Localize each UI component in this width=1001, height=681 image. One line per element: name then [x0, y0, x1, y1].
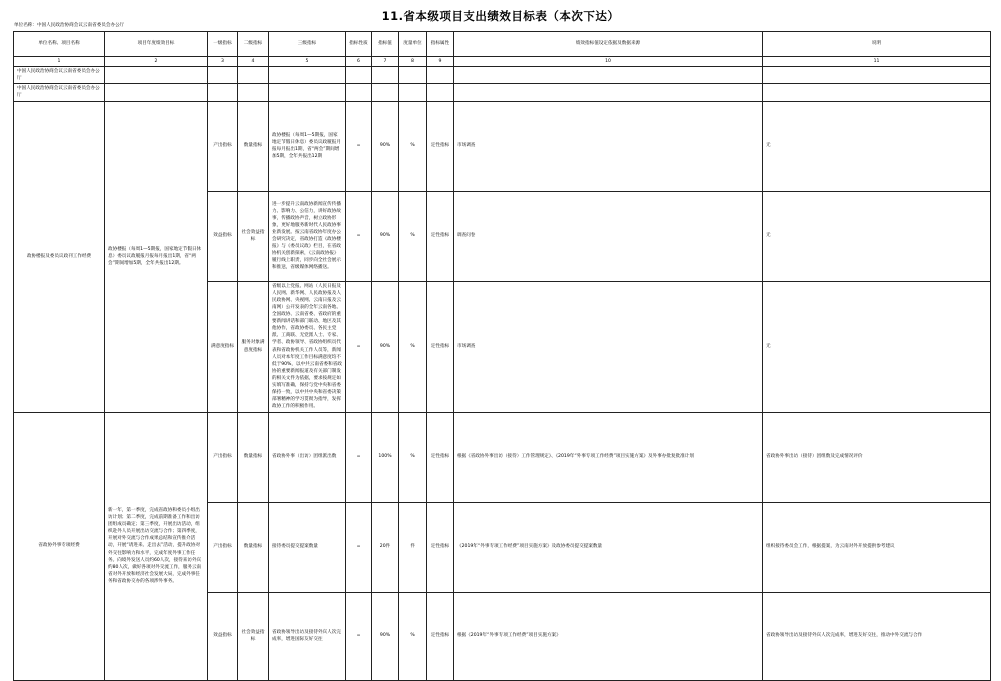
measure-unit: %: [399, 191, 427, 281]
column-number: 3: [208, 57, 238, 67]
level2-indicator: 数量指标: [238, 101, 269, 191]
header-cell: 一级指标: [208, 32, 238, 57]
header-cell: 指标性质: [346, 32, 372, 57]
column-number: 6: [346, 57, 372, 67]
basis-source: 调查问卷: [454, 191, 763, 281]
header-cell: 三级指标: [269, 32, 346, 57]
basis-source: 市场调查: [454, 281, 763, 412]
indicator-value: 90%: [372, 101, 399, 191]
column-number: 11: [763, 57, 991, 67]
level2-indicator: 社会效益指标: [238, 191, 269, 281]
level1-indicator: 满意度指标: [208, 281, 238, 412]
indicator-attribute: 定性指标: [427, 281, 454, 412]
header-cell: 项目年度绩效目标: [105, 32, 208, 57]
indicator-nature: =: [346, 502, 372, 592]
level1-indicator: 产出指标: [208, 101, 238, 191]
indicator-nature: =: [346, 101, 372, 191]
level3-indicator: 省政协领导出访及接待外宾人次完成率，增进国际友好交往: [269, 592, 346, 680]
indicator-nature: =: [346, 592, 372, 680]
level1-indicator: 产出指标: [208, 412, 238, 502]
unit-name-line: 单位名称：中国人民政治协商会议云南省委员会办公厅: [14, 23, 125, 28]
level3-indicator: 省级以上党报、网站（人民日报及人民网、新华网、人民政协报及人民政协网、央视网、云南日报及云南网）公开发表的全年云南各地、全国政协、云南省委、省政府的重要新闻讲话和部门联动、地区及其他协作，省政协委员、各民主党派、工商联、无党派人士、专家、学者、政协领导、省政协组织员代表和省政协机关工作人员等，新闻人员对本年度工作目标满意度均不低于90%，以中共云南省委和省政协的重要新闻报道及有关部门制发的相关文件为依据，要求按规定如实填写准确，保持与党中央和省委保持一致，以中共中央和省委决策部署精神的学习贯彻为指导，发挥政协工作的积极作用。: [269, 281, 346, 412]
indicator-attribute: 定性指标: [427, 101, 454, 191]
header-cell: 二级指标: [238, 32, 269, 57]
basis-source: 市场调查: [454, 101, 763, 191]
level3-indicator: 进一步提升云南政协新闻宣传传播力、影响力、公信力，讲好政协故事，传播政协声音，树立政协形象，更好地服务新时代人民政协事业新发展。按云南省政协年度办公会研究决定，省政协打造《政协楼报》与《委员议政》栏目，在省政协机关创新探索，《云南政协报》履行线上职责，同步向全社会展示和推送，省级媒体网络播送。: [269, 191, 346, 281]
level1-indicator: 效益指标: [208, 191, 238, 281]
indicator-attribute: 定性指标: [427, 502, 454, 592]
indicator-nature: =: [346, 191, 372, 281]
unit-name-cell: 中国人民政治协商会议云南省委员会办公厅: [14, 67, 105, 84]
measure-unit: %: [399, 412, 427, 502]
level3-indicator: 接待委员提交提案数量: [269, 502, 346, 592]
header-cell: 说明: [763, 32, 991, 57]
level2-indicator: 社会效益指标: [238, 592, 269, 680]
indicator-value: 20件: [372, 502, 399, 592]
column-number: 4: [238, 57, 269, 67]
remark: 无: [763, 191, 991, 281]
project-goal: 新一年，第一季度，完成省政协和委员小组出访计划；第二季度，完成前期准备工作和出访团组成员确定；第三季度，开展出访活动，组织赴外人员开展出访交流与合作；第四季度，开展对外交流与合作成果总结和宣传推介活动，开展“请进来、走出去”活动，提升政协对外交往影响力和水平，完成年度外事工作任务。向境外发送人员约60人次，接待来访外宾约80人次，做好各项对外交流工作，服务云南省对外开放和经济社会发展大局，完成外事任务和省政协交办的各项涉外事务。: [105, 412, 208, 680]
table-row: [14, 412, 991, 502]
level3-indicator: 政协楼报（每周1—5期报，国家地定节假日休息）委员议政履报月报每月报出1期，省“两会”期间增加5期，全年共报出12期: [269, 101, 346, 191]
basis-source: 根据《2019年“外事专项工作经费”项目实施方案》: [454, 592, 763, 680]
indicator-attribute: 定性指标: [427, 592, 454, 680]
column-number-row: [14, 57, 991, 67]
level3-indicator: 省政协外事（出访）团组派出数: [269, 412, 346, 502]
level1-indicator: 产出指标: [208, 502, 238, 592]
measure-unit: %: [399, 592, 427, 680]
remark: 无: [763, 101, 991, 191]
remark: 组织接待委员会工作，根据提案，为云南对外开放提供参考建议: [763, 502, 991, 592]
unit-row: [14, 84, 991, 101]
remark: 省政协外事出访（接待）团组数及完成情况评价: [763, 412, 991, 502]
header-cell: 指标属性: [427, 32, 454, 57]
performance-target-table: [13, 31, 991, 681]
page-title: 11.省本级项目支出绩效目标表（本次下达）: [381, 9, 620, 23]
header-cell: 绩效指标值设定依据及数据来源: [454, 32, 763, 57]
indicator-nature: =: [346, 412, 372, 502]
header-cell: 度量单位: [399, 32, 427, 57]
measure-unit: %: [399, 281, 427, 412]
unit-name-cell: 中国人民政治协商会议云南省委员会办公厅: [14, 84, 105, 101]
header-cell: 指标值: [372, 32, 399, 57]
header-cell: 单位名称、项目名称: [14, 32, 105, 57]
column-number: 7: [372, 57, 399, 67]
project-name: 政协楼报及委员议政刊工作经费: [14, 101, 105, 412]
indicator-attribute: 定性指标: [427, 191, 454, 281]
project-goal: 政协楼报（每周1—5期报，国家地定节假日休息）委员议政履报月报每月报出1期，省“两会”期间增加5期，全年共报出12期。: [105, 101, 208, 412]
column-number: 1: [14, 57, 105, 67]
remark: 省政协领导出访及接待外宾人次完成率，增进友好交往，推动中外交流与合作: [763, 592, 991, 680]
indicator-attribute: 定性指标: [427, 412, 454, 502]
column-number: 10: [454, 57, 763, 67]
level2-indicator: 数量指标: [238, 412, 269, 502]
measure-unit: 件: [399, 502, 427, 592]
basis-source: 《2019年“外事专项工作经费”项目实施方案》及政协委员提交提案数量: [454, 502, 763, 592]
measure-unit: %: [399, 101, 427, 191]
indicator-value: 100%: [372, 412, 399, 502]
column-number: 9: [427, 57, 454, 67]
header-row: [14, 32, 991, 57]
level2-indicator: 服务对象满意度指标: [238, 281, 269, 412]
column-number: 2: [105, 57, 208, 67]
level2-indicator: 数量指标: [238, 502, 269, 592]
unit-row: [14, 67, 991, 84]
column-number: 5: [269, 57, 346, 67]
level1-indicator: 效益指标: [208, 592, 238, 680]
basis-source: 根据《省政协外事出访（接待）工作管理规定》、《2019年“外事专项工作经费”项目实施方案》及外事办批复批准计划: [454, 412, 763, 502]
indicator-value: 90%: [372, 592, 399, 680]
remark: 无: [763, 281, 991, 412]
indicator-value: 90%: [372, 281, 399, 412]
project-name: 省政协外事专项经费: [14, 412, 105, 680]
table-row: [14, 101, 991, 191]
column-number: 8: [399, 57, 427, 67]
indicator-value: 90%: [372, 191, 399, 281]
indicator-nature: =: [346, 281, 372, 412]
